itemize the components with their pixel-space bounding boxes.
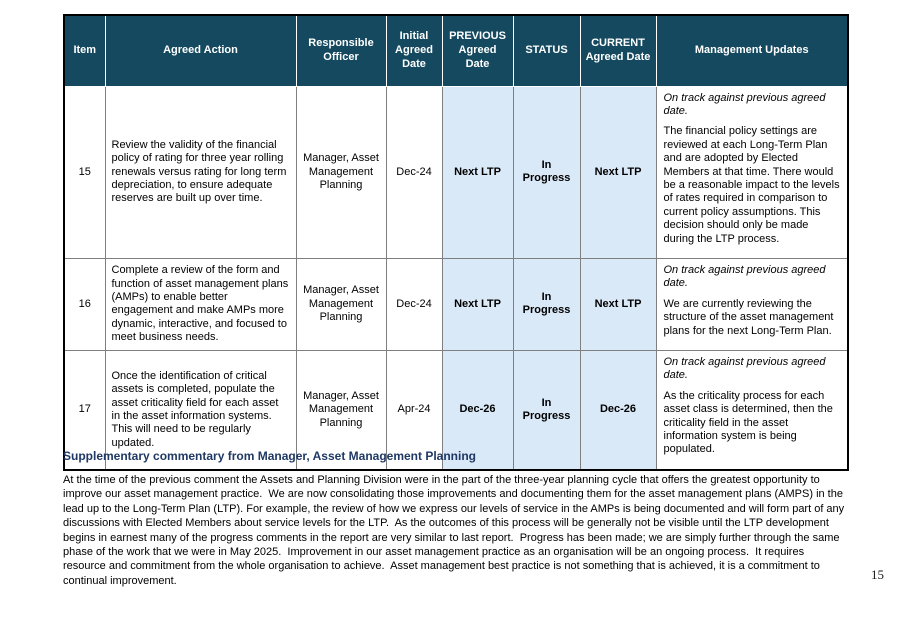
update-detail: The financial policy settings are reviewed at each Long-Term Plan and are adopted by Elected Members at that time. There would be a reasonable impact to the levels of rates required in comparison to current policy assumptions. This decision should only be made during the LTP process. bbox=[663, 125, 840, 245]
agreed-action-cell: Complete a review of the form and function of asset management plans (AMPs) to enable better engagement and make AMPs more dynamic, interactive, and focused to meet business needs. bbox=[105, 258, 296, 350]
page-number: 15 bbox=[871, 567, 884, 582]
management-updates-cell bbox=[656, 258, 848, 350]
current-agreed-date-cell: Dec-26 bbox=[580, 351, 656, 470]
agreed-action-cell: Once the identification of critical assets is completed, populate the asset criticality field for each asset in the asset information systems. This will need to be regularly updated. bbox=[105, 351, 296, 470]
col-header-agreed-action: Agreed Action bbox=[105, 15, 296, 86]
current-agreed-date-cell: Next LTP bbox=[580, 258, 656, 350]
commentary-body: At the time of the previous comment the Assets and Planning Division were in the part of the three-year planning cycle that offers the greatest opportunity to improve our asset management practice. We are now consolidating those improvements and documenting them for the asset management plans (AMPS) in the lead up to the Long-Term Plan (LTP). For example, the review of how we express our levels of service in the AMPs is being documented and will form part of any discussions with Elected Members about service levels for the LTP. As the outcomes of this process will be generally not be visible until the LTP development begins in earnest many of the progress comments in the report are very similar to last report. Progress has been made; we are simply further through the same phase of the work that we were in May 2025. Improvement in our asset management practice as an organisation will be an ongoing process. It requires resource and commitment from the whole organisation to achieve. Asset management best practice is not something that is achieved, it is a commitment to continual improvement. bbox=[63, 474, 848, 587]
col-header-initial-agreed-date: Initial Agreed Date bbox=[386, 15, 442, 86]
previous-agreed-date-cell: Next LTP bbox=[442, 86, 513, 258]
responsible-officer-cell: Manager, Asset Management Planning bbox=[296, 86, 386, 258]
initial-agreed-date-cell: Dec-24 bbox=[386, 86, 442, 258]
table-header-row bbox=[64, 15, 848, 86]
update-note: On track against previous agreed date. bbox=[663, 91, 826, 117]
status-cell: In Progress bbox=[513, 258, 580, 350]
responsible-officer-cell: Manager, Asset Management Planning bbox=[296, 258, 386, 350]
current-agreed-date-cell: Next LTP bbox=[580, 86, 656, 258]
item-cell: 17 bbox=[64, 351, 105, 470]
col-header-item: Item bbox=[64, 15, 105, 86]
supplementary-commentary bbox=[63, 449, 848, 588]
col-header-management-updates: Management Updates bbox=[656, 15, 848, 86]
item-cell: 15 bbox=[64, 86, 105, 258]
col-header-responsible-officer: Responsible Officer bbox=[296, 15, 386, 86]
status-cell: In Progress bbox=[513, 86, 580, 258]
table-row bbox=[64, 86, 848, 258]
initial-agreed-date-cell: Dec-24 bbox=[386, 258, 442, 350]
status-cell: In Progress bbox=[513, 351, 580, 470]
commentary-heading: Supplementary commentary from Manager, Asset Management Planning bbox=[63, 449, 476, 463]
management-updates-cell bbox=[656, 86, 848, 258]
initial-agreed-date-cell: Apr-24 bbox=[386, 351, 442, 470]
col-header-current-agreed-date: CURRENT Agreed Date bbox=[580, 15, 656, 86]
responsible-officer-cell: Manager, Asset Management Planning bbox=[296, 351, 386, 470]
update-note: On track against previous agreed date. bbox=[663, 263, 826, 290]
item-cell: 16 bbox=[64, 258, 105, 350]
update-detail: As the criticality process for each asset class is determined, then the criticality field in the asset information system is being populated. bbox=[663, 389, 833, 456]
previous-agreed-date-cell: Next LTP bbox=[442, 258, 513, 350]
col-header-previous-agreed-date: PREVIOUS Agreed Date bbox=[442, 15, 513, 86]
table-row bbox=[64, 258, 848, 350]
update-detail: We are currently reviewing the structure of the asset management plans for the next Long-Term Plan. bbox=[663, 297, 834, 337]
previous-agreed-date-cell: Dec-26 bbox=[442, 351, 513, 470]
actions-table bbox=[63, 14, 849, 471]
col-header-status: STATUS bbox=[513, 15, 580, 86]
update-note: On track against previous agreed date. bbox=[663, 356, 826, 382]
agreed-action-cell: Review the validity of the financial policy of rating for three year rolling renewals versus rating for long term depreciation, to ensure adequate reserves are built up over time. bbox=[105, 86, 296, 258]
